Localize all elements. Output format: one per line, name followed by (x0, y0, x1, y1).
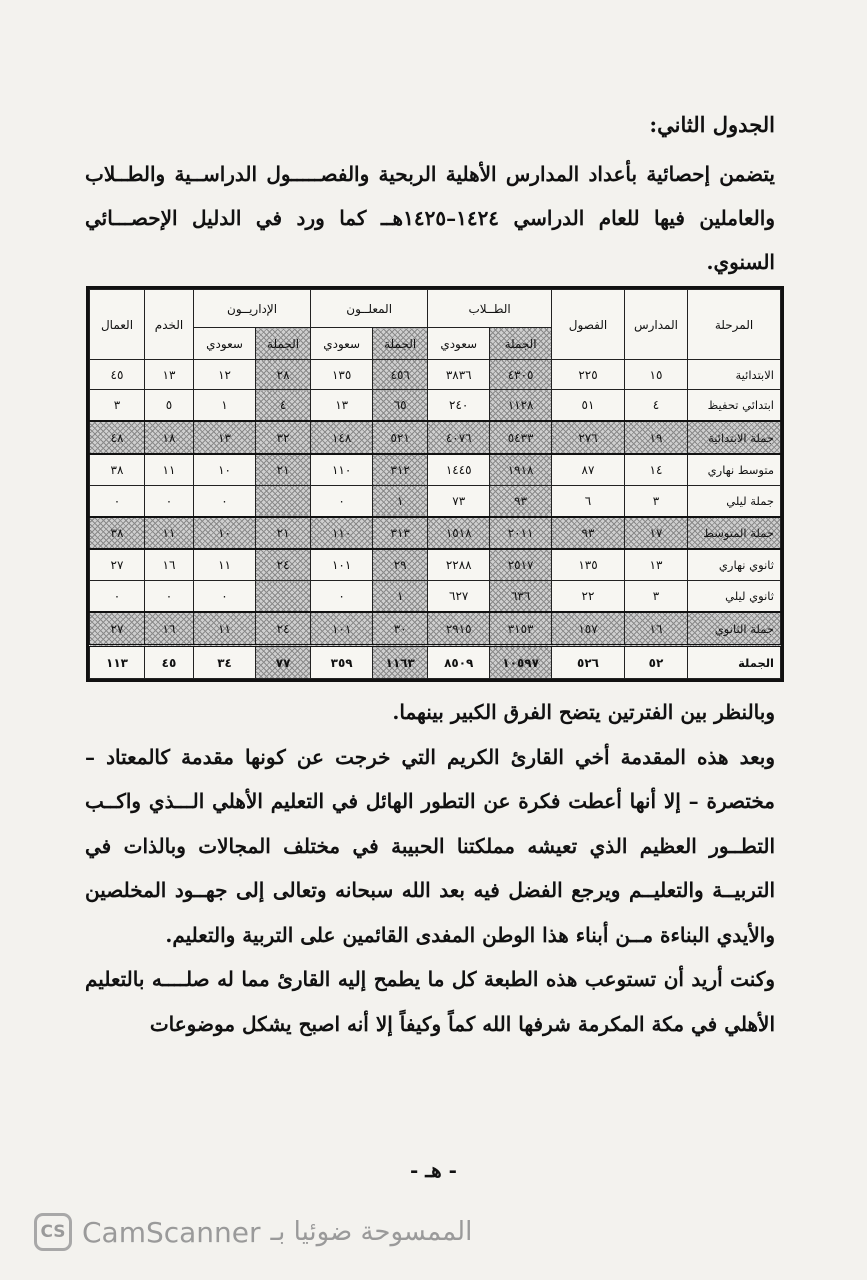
cell-te-saudi: ٣٥٩ (311, 646, 373, 679)
cell-schools: ١٩ (625, 421, 688, 454)
cell-st-saudi: ٦٢٧ (428, 581, 490, 612)
cell-te-saudi: ١٣ (311, 390, 373, 421)
cell-servants: ١٦ (145, 612, 194, 646)
table-row (90, 581, 781, 612)
statistics-table (89, 289, 781, 679)
table-row (90, 390, 781, 421)
cell-workers: ٣٨ (90, 454, 145, 485)
watermark-text: CamScanner (82, 1215, 261, 1249)
cell-ad-saudi: ١٣ (194, 421, 256, 454)
camscanner-watermark (34, 1210, 504, 1254)
cell-workers: ٠ (90, 485, 145, 516)
header-stage: المرحلة (688, 290, 781, 360)
table-row (90, 612, 781, 646)
cell-schools: ٣ (625, 581, 688, 612)
cell-schools: ١٤ (625, 454, 688, 485)
cell-te-total: ٢٩ (373, 549, 428, 580)
cell-stage: ابتدائي تحفيظ (688, 390, 781, 421)
cell-classes: ٦ (552, 485, 625, 516)
cell-stage: الابتدائية (688, 360, 781, 390)
cell-servants: ٠ (145, 485, 194, 516)
cell-servants: ١٦ (145, 549, 194, 580)
cell-servants: ٤٥ (145, 646, 194, 679)
cell-ad-saudi: ٠ (194, 581, 256, 612)
header-workers: العمال (90, 290, 145, 360)
table-row (90, 646, 781, 679)
cell-workers: ٤٨ (90, 421, 145, 454)
header-teachers-total: الجملة (373, 328, 428, 360)
cell-te-total: ٦٥ (373, 390, 428, 421)
cell-workers: ٣٨ (90, 517, 145, 550)
cell-stage: جملة المتوسط (688, 517, 781, 550)
watermark-arabic-text: الممسوحة ضوئيا بـ (270, 1217, 473, 1247)
cell-servants: ١١ (145, 454, 194, 485)
cell-workers: ١١٣ (90, 646, 145, 679)
cell-classes: ١٣٥ (552, 549, 625, 580)
cell-ad-saudi: ١٢ (194, 360, 256, 390)
cell-st-saudi: ٢٢٨٨ (428, 549, 490, 580)
header-servants: الخدم (145, 290, 194, 360)
cell-te-saudi: ١٤٨ (311, 421, 373, 454)
body-paragraph-1: وبالنظر بين الفترتين يتضح الفرق الكبير بينهما. (392, 700, 775, 724)
cell-classes: ٥٢٦ (552, 646, 625, 679)
cell-classes: ٩٣ (552, 517, 625, 550)
cell-te-saudi: ١١٠ (311, 517, 373, 550)
cell-st-total: ٩٣ (490, 485, 552, 516)
cell-te-saudi: ١٠١ (311, 549, 373, 580)
table-heading: الجدول الثاني: (649, 112, 775, 137)
cell-te-saudi: ١١٠ (311, 454, 373, 485)
cell-workers: ٢٧ (90, 549, 145, 580)
cell-te-total: ٥٢١ (373, 421, 428, 454)
cell-workers: ٠ (90, 581, 145, 612)
cell-ad-total: ٤ (256, 390, 311, 421)
cell-classes: ٢٧٦ (552, 421, 625, 454)
table-row (90, 421, 781, 454)
cell-servants: ١١ (145, 517, 194, 550)
table-row (90, 485, 781, 516)
header-teachers: المعلــون (311, 290, 428, 328)
cell-ad-saudi: ١٠ (194, 454, 256, 485)
cell-st-total: ٣١٥٣ (490, 612, 552, 646)
cell-classes: ٥١ (552, 390, 625, 421)
cell-st-total: ٢٠١١ (490, 517, 552, 550)
table-row (90, 517, 781, 550)
cell-stage: جملة ليلي (688, 485, 781, 516)
cell-schools: ١٧ (625, 517, 688, 550)
cell-schools: ٥٢ (625, 646, 688, 679)
table-row (90, 549, 781, 580)
cell-st-total: ٤٣٠٥ (490, 360, 552, 390)
cell-schools: ٣ (625, 485, 688, 516)
cell-stage: جملة الابتدائية (688, 421, 781, 454)
cell-st-total: ٥٤٣٣ (490, 421, 552, 454)
cell-stage: ثانوي نهاري (688, 549, 781, 580)
header-students-saudi: سعودي (428, 328, 490, 360)
cell-te-total: ٤٥٦ (373, 360, 428, 390)
cell-ad-total: ٢١ (256, 454, 311, 485)
cell-st-saudi: ٣٨٣٦ (428, 360, 490, 390)
cell-schools: ١٥ (625, 360, 688, 390)
cell-servants: ١٨ (145, 421, 194, 454)
header-admins-total: الجملة (256, 328, 311, 360)
cell-st-saudi: ٢٩١٥ (428, 612, 490, 646)
cell-ad-saudi: ٠ (194, 485, 256, 516)
cell-schools: ٤ (625, 390, 688, 421)
cell-workers: ٢٧ (90, 612, 145, 646)
page-number: - هـ - (410, 1158, 457, 1182)
cell-ad-total: ٢٨ (256, 360, 311, 390)
cell-ad-saudi: ١١ (194, 549, 256, 580)
intro-paragraph: يتضمن إحصائية بأعداد المدارس الأهلية الربحية والفصـــــول الدراســية والطــلاب والعاملين فيها للعام الدراسي ١٤٢٤–١٤٢٥هــ كما ورد في الدليل الإحصـــائي السنوي. (85, 162, 775, 274)
cell-stage: ثانوي ليلي (688, 581, 781, 612)
cell-servants: ٥ (145, 390, 194, 421)
cell-classes: ٢٢ (552, 581, 625, 612)
cell-ad-total: ٧٧ (256, 646, 311, 679)
cell-te-total: ٣١٣ (373, 517, 428, 550)
cell-schools: ١٦ (625, 612, 688, 646)
cell-stage: جملة الثانوي (688, 612, 781, 646)
cell-te-total: ١ (373, 581, 428, 612)
cell-classes: ٨٧ (552, 454, 625, 485)
cell-ad-total: ٢٤ (256, 549, 311, 580)
cell-ad-saudi: ٣٤ (194, 646, 256, 679)
cell-te-total: ٣٠ (373, 612, 428, 646)
cell-ad-saudi: ١٠ (194, 517, 256, 550)
cell-st-saudi: ٨٥٠٩ (428, 646, 490, 679)
cell-st-total: ١١٢٨ (490, 390, 552, 421)
cell-ad-total (256, 485, 311, 516)
header-students-total: الجملة (490, 328, 552, 360)
camscanner-logo-icon: CS (34, 1213, 72, 1251)
cell-te-total: ١١٦٣ (373, 646, 428, 679)
cell-te-saudi: ١٠١ (311, 612, 373, 646)
cell-te-total: ٣١٢ (373, 454, 428, 485)
cell-te-total: ١ (373, 485, 428, 516)
cell-ad-total: ٢١ (256, 517, 311, 550)
cell-workers: ٤٥ (90, 360, 145, 390)
cell-te-saudi: ٠ (311, 581, 373, 612)
cell-st-saudi: ٤٠٧٦ (428, 421, 490, 454)
cell-ad-total: ٢٤ (256, 612, 311, 646)
cell-ad-total (256, 581, 311, 612)
cell-st-total: ١٩١٨ (490, 454, 552, 485)
cell-workers: ٣ (90, 390, 145, 421)
body-text (85, 690, 775, 1046)
body-paragraph-3: وكنت أريد أن تستوعب هذه الطبعة كل ما يطمح إليه القارئ مما له صلــــه بالتعليم الأهلي في مكة المكرمة شرفها الله كماً وكيفاً إلا أنه اصبح يشكل موضوعات (85, 967, 775, 1036)
header-admins-saudi: سعودي (194, 328, 256, 360)
cell-st-saudi: ١٤٤٥ (428, 454, 490, 485)
table-row (90, 360, 781, 390)
header-students: الطــلاب (428, 290, 552, 328)
cell-stage: متوسط نهاري (688, 454, 781, 485)
cell-ad-saudi: ١١ (194, 612, 256, 646)
table-row (90, 454, 781, 485)
cell-st-saudi: ٢٤٠ (428, 390, 490, 421)
cell-servants: ٠ (145, 581, 194, 612)
cell-st-total: ٦٣٦ (490, 581, 552, 612)
cell-te-saudi: ١٣٥ (311, 360, 373, 390)
cell-st-saudi: ٧٣ (428, 485, 490, 516)
header-teachers-saudi: سعودي (311, 328, 373, 360)
cell-ad-saudi: ١ (194, 390, 256, 421)
header-admins: الإداريــون (194, 290, 311, 328)
cell-st-total: ١٠٥٩٧ (490, 646, 552, 679)
header-classes: الفصول (552, 290, 625, 360)
cell-servants: ١٣ (145, 360, 194, 390)
cell-classes: ١٥٧ (552, 612, 625, 646)
cell-st-total: ٢٥١٧ (490, 549, 552, 580)
cell-classes: ٢٢٥ (552, 360, 625, 390)
cell-st-saudi: ١٥١٨ (428, 517, 490, 550)
table-body (90, 360, 781, 679)
header-schools: المدارس (625, 290, 688, 360)
cell-schools: ١٣ (625, 549, 688, 580)
body-paragraph-2: وبعد هذه المقدمة أخي القارئ الكريم التي خرجت عن كونها مقدمة كالمعتاد –مختصرة – إلا أنها أعطت فكرة عن التطور الهائل في التعليم الأهلي الـــذي واكــب التطــور العظيم الذي تعيشه مملكتنا الحبيبة في مختلف المجالات وبالذات في التربيــة والتعليــم ويرجع الفضل فيه بعد الله سبحانه وتعالى إلى جهــود المخلصين والأيدي البناءة مــن أبناء هذا الوطن المفدى القائمين على التربية والتعليم. (85, 744, 775, 947)
cell-ad-total: ٣٢ (256, 421, 311, 454)
cell-te-saudi: ٠ (311, 485, 373, 516)
cell-stage: الجملة (688, 646, 781, 679)
statistics-table-frame (86, 286, 784, 682)
